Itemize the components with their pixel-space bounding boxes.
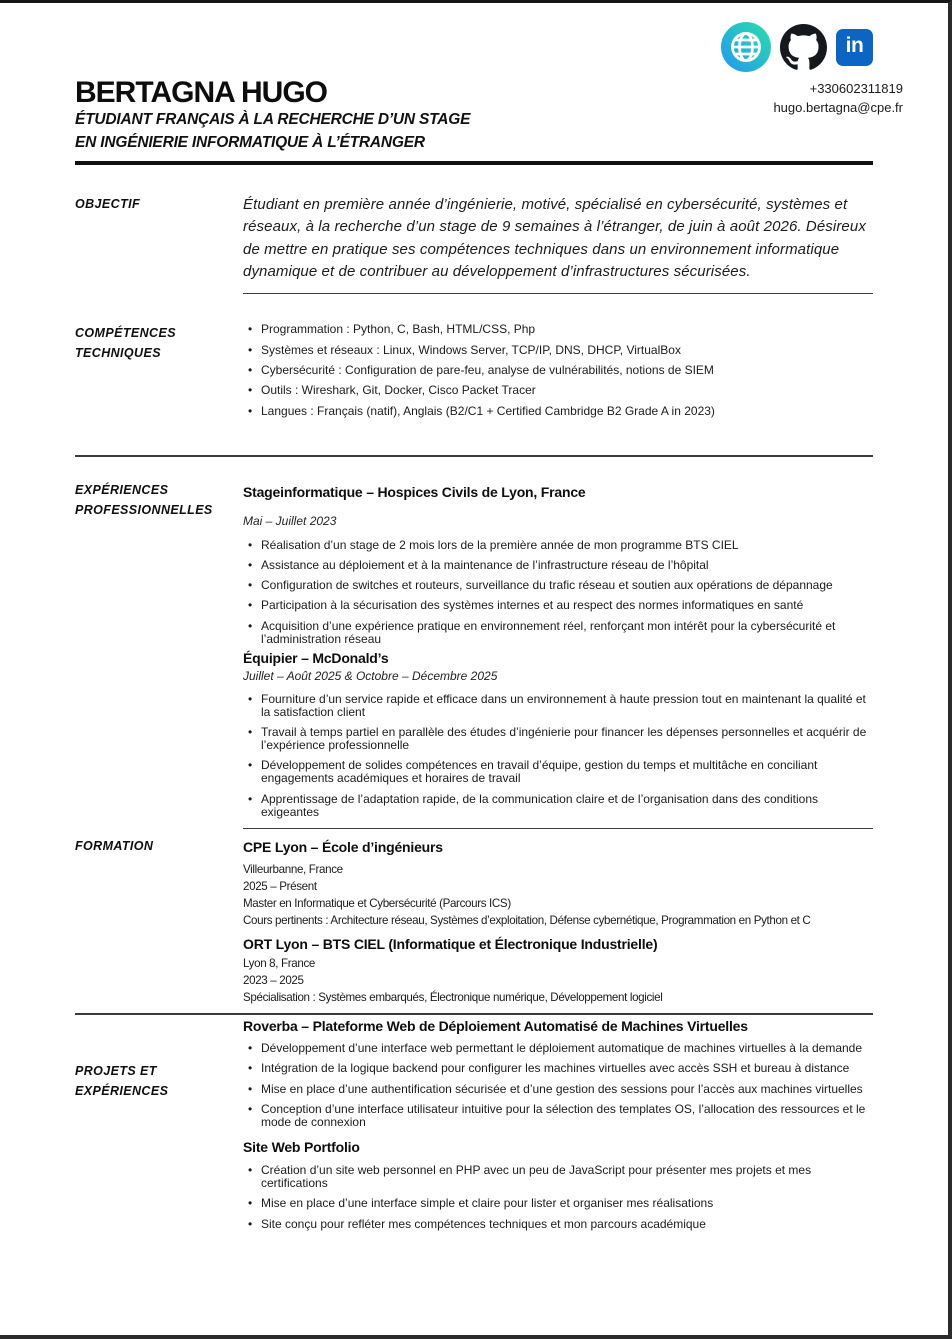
website-globe-icon[interactable] (721, 22, 771, 72)
project-bullets (243, 1042, 873, 1129)
school-title: CPE Lyon – École d’ingénieurs (243, 839, 443, 856)
label-line: COMPÉTENCES (75, 326, 176, 341)
section-label-formation: FORMATION (75, 839, 154, 854)
section-objectif (75, 194, 873, 284)
linkedin-icon[interactable] (836, 29, 873, 66)
job-title: Stageinformatique – Hospices Civils de Lyon, France (243, 483, 586, 500)
school-detail-line: Master en Informatique et Cybersécurité (Parcours ICS) (243, 897, 511, 911)
list-item: • Cybersécurité : Configuration de pare-feu, analyse de vulnérabilités, notions de SIEM (243, 364, 873, 377)
job-date: Mai – Juillet 2023 (243, 513, 337, 528)
list-item: • Mise en place d’une authentification sécurisée et d’une gestion des sessions pour l’accès aux machines virtuelles (243, 1083, 873, 1096)
school-details (243, 861, 873, 929)
label-line: TECHNIQUES (75, 346, 161, 361)
email-address[interactable]: hugo.bertagna@cpe.fr (773, 100, 903, 115)
school-detail-line: Villeurbanne, France (243, 863, 343, 877)
list-item: • Développement de solides compétences en travail d’équipe, gestion du temps et multitâche en conciliant engagements académiques et horaires de travail (243, 759, 873, 785)
job-date: Juillet – Août 2025 & Octobre – Décembre 2025 (243, 668, 498, 683)
globe-icon (721, 22, 771, 72)
job-bullets (243, 693, 873, 819)
list-item: • Acquisition d’une expérience pratique en environnement réel, renforçant mon intérêt pour la cybersécurité et l’administration réseau (243, 620, 873, 646)
list-item: • Travail à temps partiel en parallèle des études d’ingénierie pour financer les dépenses personnelles et acquérir de l’expérience professionnelle (243, 726, 873, 752)
objectif-paragraph: Étudiant en première année d’ingénierie, motivé, spécialisé en cybersécurité, systèmes et réseaux, à la recherche d’un stage de 9 semaines à l’étranger, de juin à août 2026. Désireux de mettre en pratique ses compétences techniques dans un environnement informatique dynamique et de contribuer au développement d’infrastructures sécurisées. (243, 195, 866, 281)
section-formation (75, 836, 873, 1006)
section-label-experiences (75, 480, 243, 819)
list-item: • Programmation : Python, C, Bash, HTML/CSS, Php (243, 323, 873, 336)
list-item: • Assistance au déploiement et à la maintenance de l’infrastructure réseau de l’hôpital (243, 559, 873, 572)
project-bullets (243, 1164, 873, 1231)
page-title-name: BERTAGNA HUGO (75, 76, 327, 109)
list-item: • Configuration de switches et routeurs, surveillance du trafic réseau et soutien aux opérations de dépannage (243, 579, 873, 592)
divider-experiences (243, 828, 873, 830)
competences-list (243, 323, 873, 417)
section-label-projets (75, 1018, 243, 1230)
phone-number: +330602311819 (809, 81, 903, 96)
list-item: • Développement d’une interface web permettant le déploiement automatique de machines virtuelles à la demande (243, 1042, 873, 1055)
label-line: PROFESSIONNELLES (75, 502, 213, 517)
list-item: • Outils : Wireshark, Git, Docker, Cisco Packet Tracer (243, 384, 873, 397)
headline-line1: ÉTUDIANT FRANÇAIS À LA RECHERCHE D’UN STAGE (75, 111, 471, 128)
school-detail-line: Spécialisation : Systèmes embarqués, Électronique numérique, Développement logiciel (243, 991, 663, 1005)
header (75, 76, 903, 154)
list-item: • Fourniture d’un service rapide et efficace dans un environnement à haute pression tout en maintenant la qualité et la satisfaction client (243, 693, 873, 719)
list-item: • Langues : Français (natif), Anglais (B2/C1 + Certified Cambridge B2 Grade A in 2023) (243, 405, 873, 418)
job-bullets (243, 539, 873, 646)
school-detail-line: 2023 – 2025 (243, 974, 304, 988)
contact-block (773, 76, 903, 154)
list-item: • Site conçu pour refléter mes compétences techniques et mon parcours académique (243, 1218, 873, 1231)
school-title: ORT Lyon – BTS CIEL (Informatique et Électronique Industrielle) (243, 936, 658, 953)
school-detail-line: Cours pertinents : Architecture réseau, Systèmes d’exploitation, Défense cybernétique, Programmation en Python et C (243, 914, 811, 928)
project-title: Roverba – Plateforme Web de Déploiement Automatisé de Machines Virtuelles (243, 1018, 748, 1035)
list-item: • Réalisation d’un stage de 2 mois lors de la première année de mon programme BTS CIEL (243, 539, 873, 552)
section-experiences (75, 480, 873, 819)
section-label-objectif: OBJECTIF (75, 196, 141, 211)
list-item: • Mise en place d’une interface simple et claire pour lister et organiser mes réalisations (243, 1197, 873, 1210)
list-item: • Systèmes et réseaux : Linux, Windows Server, TCP/IP, DNS, DHCP, VirtualBox (243, 344, 873, 357)
list-item: • Création d’un site web personnel en PHP avec un peu de JavaScript pour présenter mes projets et mes certifications (243, 1164, 873, 1190)
job-title: Équipier – McDonald’s (243, 649, 389, 666)
github-icon[interactable] (780, 24, 827, 71)
divider-objectif (243, 293, 873, 295)
github-octocat-icon (780, 24, 827, 71)
school-detail-line: 2025 – Présent (243, 880, 317, 894)
divider-competences (75, 455, 873, 457)
linkedin-badge: in (836, 29, 873, 66)
divider-formation (75, 1013, 873, 1015)
list-item: • Participation à la sécurisation des systèmes internes et au respect des normes informatiques en santé (243, 599, 873, 612)
label-line: EXPÉRIENCES (75, 482, 169, 497)
headline-line2: EN INGÉNIERIE INFORMATIQUE À L’ÉTRANGER (75, 133, 425, 151)
section-label-competences (75, 323, 243, 417)
list-item: • Intégration de la logique backend pour configurer les machines virtuelles avec accès SSH et bureau à distance (243, 1062, 873, 1075)
list-item: • Apprentissage de l’adaptation rapide, de la communication claire et de l’organisation dans des conditions exigeantes (243, 793, 873, 819)
name-block (75, 76, 470, 154)
project-title: Site Web Portfolio (243, 1139, 360, 1156)
social-icons-row (75, 22, 873, 72)
section-projets (75, 1018, 873, 1230)
divider-header (75, 161, 873, 165)
label-line: EXPÉRIENCES (75, 1084, 169, 1099)
label-line: PROJETS ET (75, 1064, 157, 1079)
school-detail-line: Lyon 8, France (243, 957, 316, 971)
section-competences (75, 323, 873, 417)
school-details (243, 955, 873, 1006)
list-item: • Conception d’une interface utilisateur intuitive pour la sélection des templates OS, l’allocation des ressources et le mode de connexion (243, 1103, 873, 1129)
